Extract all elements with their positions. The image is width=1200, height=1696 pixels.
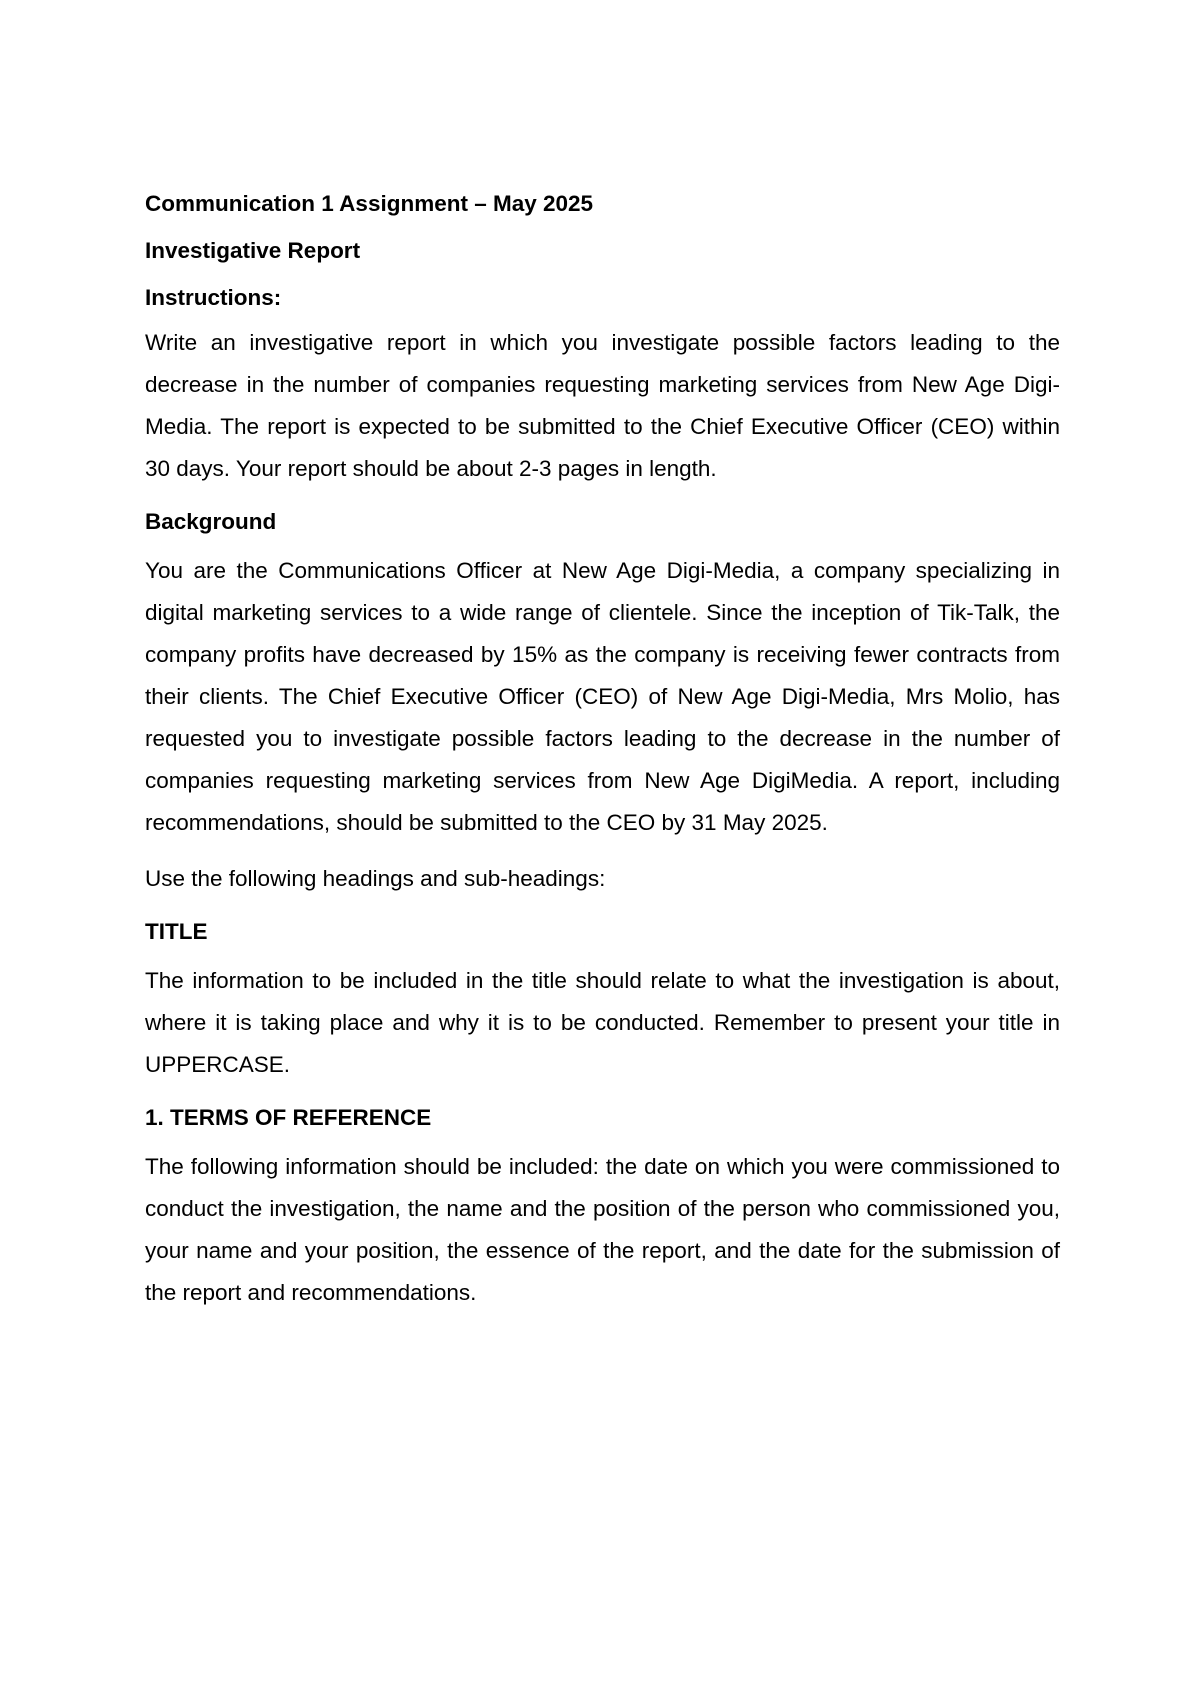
report-type: Investigative Report bbox=[145, 238, 361, 263]
instructions-paragraph: Write an investigative report in which you investigate possible factors leading to the decrease in the number of companies requesting marketing services from New Age Digi-Media. The report is expected to be submitted to the Chief Executive Officer (CEO) within 30 days. Your report should be about 2-3 pages in length. bbox=[145, 330, 1060, 481]
instructions-heading: Instructions: bbox=[145, 285, 282, 310]
title-section-paragraph: The information to be included in the title should relate to what the investigation is about, where it is taking place and why it is to be conducted. Remember to present your title in UPPERCASE. bbox=[145, 968, 1060, 1077]
headings-intro: Use the following headings and sub-headings: bbox=[145, 866, 606, 891]
background-paragraph: You are the Communications Officer at New Age Digi-Media, a company specializing in digital marketing services to a wide range of clientele. Since the inception of Tik-Talk, the company profits have decreased by 15% as the company is receiving fewer contracts from their clients. The Chief Executive Officer (CEO) of New Age Digi-Media, Mrs Molio, has requested you to investigate possible factors leading to the decrease in the number of companies requesting marketing services from New Age DigiMedia. A report, including recommendations, should be submitted to the CEO by 31 May 2025. bbox=[145, 558, 1060, 835]
document-body bbox=[145, 190, 1060, 1314]
terms-of-reference-heading: 1. TERMS OF REFERENCE bbox=[145, 1105, 432, 1130]
terms-of-reference-paragraph: The following information should be included: the date on which you were commissioned to conduct the investigation, the name and the position of the person who commissioned you, your name and your position, the essence of the report, and the date for the submission of the report and recommendations. bbox=[145, 1154, 1060, 1305]
assignment-title: Communication 1 Assignment – May 2025 bbox=[145, 191, 594, 216]
title-section-heading: TITLE bbox=[145, 919, 208, 944]
background-heading: Background bbox=[145, 509, 277, 534]
